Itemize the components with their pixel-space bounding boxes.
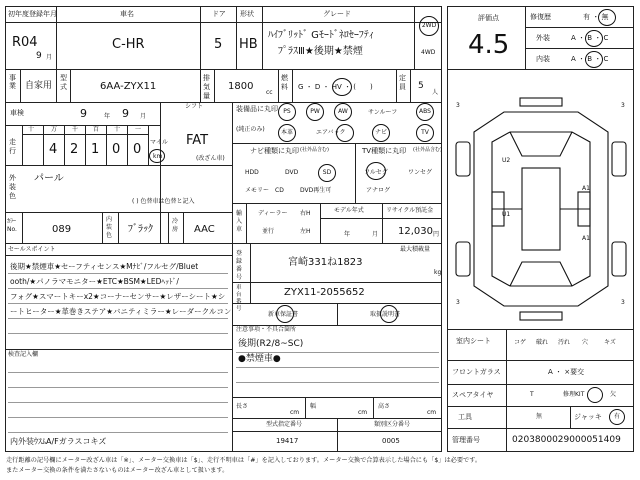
- odo-km-circle: [149, 149, 165, 163]
- equipment-label: 装備品に丸印: [236, 105, 278, 113]
- spare-label: スペアタイヤ: [452, 391, 494, 399]
- capacity-unit: 人: [432, 89, 439, 96]
- navi-dvd: DVD: [285, 169, 299, 176]
- capacity-label: 定員: [399, 74, 406, 91]
- spare-opt-none: 欠: [610, 391, 617, 398]
- odo-km-label: km: [153, 153, 163, 160]
- equip-abs: ABS: [416, 103, 434, 121]
- notes-label: 注意事項・不具合箇所: [236, 326, 297, 333]
- spare-selected-circle: [587, 387, 603, 403]
- odo-unit-1: 万: [51, 126, 58, 133]
- max-load-unit: kg: [434, 269, 442, 276]
- sales-point-line-1: 後期★禁煙車★セーフティセンス★Mﾅﾋﾞ/フルセグ/Bluet: [10, 262, 199, 271]
- model-month-unit: 月: [372, 231, 379, 238]
- car-name-value: C-HR: [112, 37, 145, 52]
- repair-options: 有 ・ 無: [583, 13, 609, 21]
- max-load-label: 最大積載量: [400, 246, 431, 253]
- displacement-label: 排気量: [203, 74, 210, 100]
- mgmt-label: 管理番号: [452, 436, 480, 444]
- registration-value: 宮崎331ね1823: [288, 257, 363, 268]
- tv-sub: (社外品含む): [413, 147, 442, 153]
- odo-unit-0: 十: [28, 126, 35, 133]
- use-type: 自家用: [25, 81, 53, 91]
- import-parallel: 並行: [262, 228, 275, 235]
- seat-tear: 破れ: [536, 339, 549, 346]
- navi-sd: SD: [318, 164, 336, 182]
- repair-label: 修復歴: [530, 13, 551, 21]
- shift-value: FAT: [186, 133, 209, 148]
- navi-memory: メモリー: [245, 187, 270, 194]
- navi-cd: CD: [275, 187, 284, 194]
- odo-digit-5: 0: [133, 142, 142, 157]
- navi-label: ナビ種類に丸印: [250, 147, 299, 155]
- fuel-label: 燃料: [281, 74, 288, 91]
- fuel-options: G ・ D ・ HV ・ ( ): [298, 83, 373, 91]
- odo-mile-label: マイル: [150, 139, 168, 146]
- color-value: パール: [34, 173, 64, 184]
- model-label: 型式: [60, 74, 67, 91]
- grade-label: グレード: [323, 10, 351, 18]
- class-value: 0005: [382, 437, 400, 445]
- glass-label: フロントガラス: [452, 368, 501, 376]
- tv-oneseg: ワンセグ: [408, 169, 433, 176]
- navi-hdd: HDD: [245, 169, 259, 176]
- shape-label: 形状: [240, 10, 254, 18]
- diagram-label-a1-bottom: A1: [582, 235, 590, 242]
- sales-point-label: セールスポイント: [8, 246, 56, 253]
- shift-label: シフト: [185, 103, 204, 110]
- diagram-label-br: 3: [621, 299, 625, 306]
- recycle-value: 12,030: [398, 226, 433, 237]
- navi-sub: (社外品含む): [300, 147, 329, 153]
- cert-new-circle: [276, 305, 294, 323]
- odo-digit-3: 1: [91, 142, 100, 157]
- height-label: 高さ: [378, 403, 391, 410]
- first-reg-year: R04: [12, 35, 38, 50]
- import-dealer: ディーラー: [258, 210, 288, 217]
- spare-opt-t: T: [530, 391, 534, 398]
- tools-label: 工具: [458, 413, 472, 421]
- interior-options: A ・ B ・ C: [571, 55, 609, 63]
- equip-aw: AW: [334, 103, 352, 121]
- exterior-selected-circle: [585, 30, 603, 47]
- equip-navi: ナビ: [372, 124, 390, 142]
- sales-point-line-4: ートヒーター★革巻きステア★バニティミラー★レーダークルコン: [10, 307, 232, 316]
- drive-4wd: 4WD: [421, 49, 436, 56]
- tv-label: TV種類に丸印: [362, 147, 407, 155]
- jack-value: 有: [614, 413, 621, 420]
- diagram-label-u1: U1: [502, 211, 511, 218]
- import-right: 右H: [300, 210, 311, 217]
- car-diagram: [452, 96, 630, 322]
- cert-new-warranty: 新車保証書: [268, 311, 299, 318]
- tools-value: 無: [536, 413, 543, 420]
- interior-color-value: ﾌﾞﾗｯｸ: [128, 224, 153, 235]
- width-unit: cm: [358, 409, 368, 416]
- length-label: 長さ: [236, 403, 249, 410]
- notes-line-1: 後期(R2/8~SC): [238, 339, 304, 349]
- grade-line-2: ﾌﾟﾗｽⅢ★後期★禁煙: [278, 46, 363, 57]
- diagram-label-tl: 3: [456, 102, 460, 109]
- color-note: ( ) 色替車は色替と記入: [132, 198, 195, 205]
- equip-airbag-circle: [336, 124, 354, 142]
- color-no-value: 089: [52, 224, 72, 235]
- odo-digit-2: 2: [70, 142, 79, 157]
- odo-digit-1: 4: [49, 142, 58, 157]
- chassis-value: ZYX11-2055652: [284, 287, 365, 298]
- ac-label: 冷房: [172, 218, 179, 233]
- import-label: 輸入車: [236, 210, 243, 233]
- inspection-label: 車検: [10, 109, 24, 117]
- interior-selected-circle: [585, 51, 603, 68]
- capacity-value: 5: [418, 81, 424, 91]
- cert-manual: 取扱説明書: [370, 311, 401, 318]
- exterior-label: 外装: [536, 34, 550, 42]
- model-year-label: モデル年式: [334, 207, 364, 214]
- displacement-unit: cc: [266, 89, 273, 96]
- drive-2wd: 2WD: [419, 16, 439, 36]
- interior-color-label: 内装色: [106, 216, 113, 239]
- jack-selected-circle: [609, 409, 625, 425]
- type-designation-label: 型式指定番号: [266, 421, 303, 428]
- interior-label: 内装: [536, 55, 550, 63]
- equipment-sub: (純正のみ): [236, 126, 265, 133]
- height-unit: cm: [427, 409, 437, 416]
- displacement-value: 1800: [228, 81, 254, 92]
- seat-hole: 穴: [582, 339, 589, 346]
- tv-analog: アナログ: [366, 187, 391, 194]
- navi-dvd-play: DVD再生可: [300, 187, 332, 194]
- seat-burn: コゲ: [514, 339, 527, 346]
- class-label: 類別区分番号: [374, 421, 411, 428]
- sales-point-line-3: フォグ★スマートキーx2★コーナーセンサー★レザーシート★シ: [10, 292, 226, 301]
- odo-digit-4: 0: [112, 142, 121, 157]
- registration-label: 登録番号: [236, 250, 243, 281]
- recycle-label: リサイクル預託金: [386, 207, 434, 214]
- door-value: 5: [214, 37, 223, 52]
- car-name-label: 車名: [120, 10, 134, 18]
- jack-label: ジャッキ: [574, 413, 602, 421]
- inspection-year: 9: [80, 107, 87, 120]
- glass-options: A ・ ×要交: [548, 368, 585, 376]
- chassis-label: 車台番号: [236, 285, 242, 312]
- diagram-label-a1-top: A1: [582, 185, 590, 192]
- fuel-selected-circle: [332, 78, 352, 96]
- repair-selected-circle: [598, 9, 616, 26]
- odometer-label: 走行: [9, 138, 16, 155]
- odo-unit-2: 千: [72, 126, 79, 133]
- model-year-unit: 年: [344, 231, 351, 238]
- length-unit: cm: [290, 409, 300, 416]
- exterior-options: A ・ B ・ C: [571, 34, 609, 42]
- color-no-label: ｶﾗｰNo.: [7, 218, 17, 233]
- cert-manual-circle: [380, 305, 398, 323]
- spare-opt-kit: 修理KIT: [563, 391, 585, 398]
- seat-scratch: キズ: [604, 339, 616, 346]
- equip-ps: PS: [278, 103, 296, 121]
- first-reg-month: 9: [36, 51, 42, 61]
- first-reg-label: 初年度登録年月: [8, 10, 57, 18]
- footer-line-1: 走行距離の記号欄にメーター改ざん車は「※」、メーター交換車は「$」、走行不明車は「#」を記入しております。メーター交換で合算表示した場合にも「$」は必要です。: [6, 457, 482, 464]
- inspection-month: 9: [122, 107, 129, 120]
- equip-sunroof: サンルーフ: [368, 109, 398, 116]
- diagram-label-bl: 3: [456, 299, 460, 306]
- equip-pw: PW: [306, 103, 324, 121]
- equip-leather: 本革: [278, 124, 296, 142]
- model-value: 6AA-ZYX11: [100, 81, 157, 92]
- shape-value: HB: [239, 37, 258, 52]
- seat-label: 室内シート: [456, 337, 491, 345]
- ac-value: AAC: [194, 224, 215, 235]
- grade-line-1: ﾊｲﾌﾞﾘｯﾄﾞ Gﾓｰﾄﾞﾈﾛｾｰﾌﾃｨ: [268, 30, 374, 41]
- inspector-note: 内外装ｳｽﾑA/Fガラスコキズ: [10, 437, 107, 446]
- inspection-year-unit: 年: [104, 113, 111, 120]
- odo-unit-3: 百: [93, 126, 100, 133]
- diagram-label-tr: 3: [621, 102, 625, 109]
- tv-fullseg: フルセグ: [364, 169, 388, 176]
- notes-line-2: ●禁煙車●: [238, 354, 281, 364]
- type-designation-value: 19417: [276, 437, 299, 445]
- door-label: ドア: [212, 10, 226, 18]
- mgmt-value: 0203800029000051409: [512, 435, 621, 445]
- first-reg-month-unit: 月: [46, 54, 53, 61]
- recycle-unit: 円: [433, 231, 440, 238]
- inspection-month-unit: 月: [140, 113, 147, 120]
- diagram-label-u2: U2: [502, 157, 511, 164]
- equip-airbag: エアバック: [316, 129, 346, 136]
- odo-note: (改ざん車): [196, 155, 225, 162]
- rating-label: 評価点: [478, 14, 499, 22]
- seat-stain: 汚れ: [558, 339, 571, 346]
- color-label: 外装色: [9, 174, 16, 200]
- equip-tv: TV: [416, 124, 434, 142]
- use-type-marker: 事業: [9, 74, 16, 90]
- odo-unit-4: 十: [114, 126, 121, 133]
- odo-unit-5: 一: [135, 126, 142, 133]
- rating-value: 4.5: [468, 30, 510, 60]
- footer-line-2: またメーター交換の条件を満たさないものはメーター改ざん車として扱います。: [6, 467, 229, 474]
- inspector-label: 検査記入欄: [8, 351, 39, 358]
- width-label: 幅: [310, 403, 317, 410]
- import-left: 左H: [300, 228, 311, 235]
- tv-fullseg-circle: [366, 162, 386, 180]
- sales-point-line-2: ooth/★パノラマモニター★ETC★BSM★LEDﾍｯﾄﾞ/: [10, 277, 179, 286]
